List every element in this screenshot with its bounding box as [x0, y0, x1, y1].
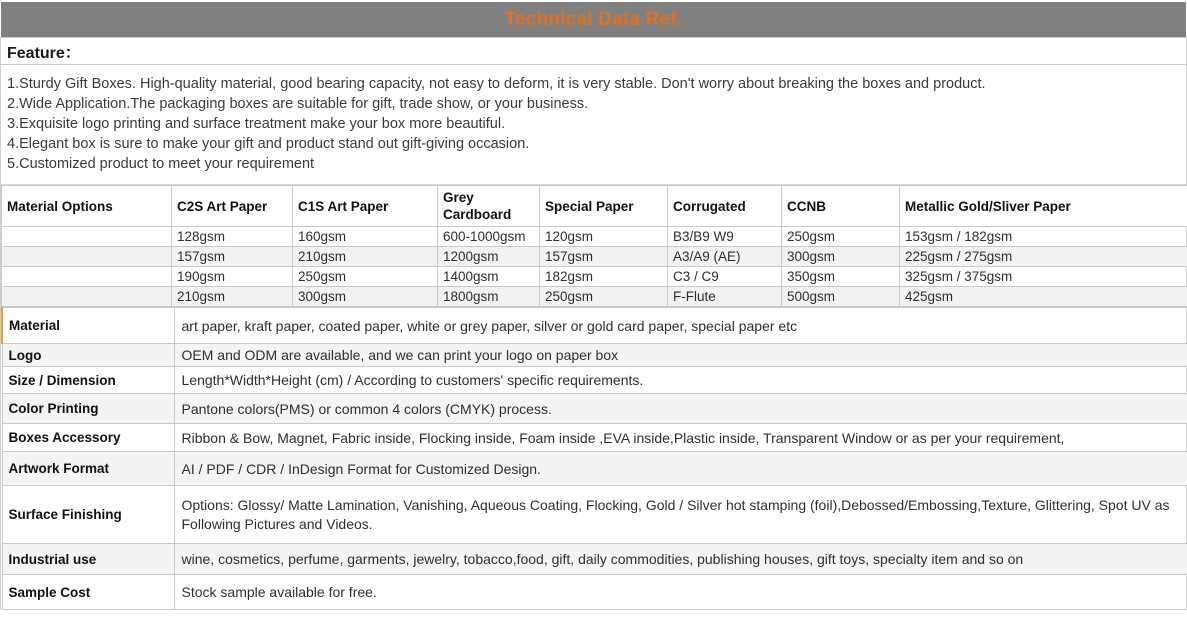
- column-header-c2s-art-paper: C2S Art Paper: [172, 186, 293, 227]
- column-header-special-paper: Special Paper: [540, 186, 668, 227]
- spec-label: Industrial use: [2, 544, 174, 575]
- feature-item: 4.Elegant box is sure to make your gift and product stand out gift-giving occasion.: [7, 136, 530, 152]
- spec-value: wine, cosmetics, perfume, garments, jewelry, tobacco,food, gift, daily commodities, publishing houses, gift toys, specialty item and so on: [174, 544, 1187, 575]
- table-cell: B3/B9 W9: [668, 227, 782, 247]
- feature-item: 2.Wide Application.The packaging boxes are suitable for gift, trade show, or your business.: [7, 96, 589, 112]
- content-area: [0, 37, 1187, 610]
- table-cell: 120gsm: [540, 227, 668, 247]
- spec-label: Material: [2, 308, 174, 344]
- table-cell: 157gsm: [540, 247, 668, 267]
- material-options-table: [1, 185, 1187, 307]
- spec-row-surface-finishing: [2, 486, 1187, 544]
- table-cell: C3 / C9: [668, 267, 782, 287]
- table-row: [2, 227, 1187, 247]
- spec-value: art paper, kraft paper, coated paper, white or grey paper, silver or gold card paper, special paper etc: [174, 308, 1187, 344]
- table-cell: 425gsm: [900, 287, 1187, 307]
- table-cell: 157gsm: [172, 247, 293, 267]
- spec-label: Artwork Format: [2, 452, 174, 486]
- spec-row-boxes-accessory: [2, 424, 1187, 452]
- spec-value: Ribbon & Bow, Magnet, Fabric inside, Flocking inside, Foam inside ,EVA inside,Plastic inside, Transparent Window or as per your requirement,: [174, 424, 1187, 452]
- spec-value: Pantone colors(PMS) or common 4 colors (CMYK) process.: [174, 394, 1187, 424]
- feature-item: 5.Customized product to meet your requirement: [7, 156, 315, 172]
- feature-item: 1.Sturdy Gift Boxes. High-quality material, good bearing capacity, not easy to deform, it is very stable. Don't worry about breaking the boxes and product.: [7, 76, 986, 92]
- spec-value: Options: Glossy/ Matte Lamination, Vanishing, Aqueous Coating, Flocking, Gold / Silver hot stamping (foil),Debossed/Embossing,Texture, Glittering, Spot UV as Following Pictures and Videos.: [174, 486, 1187, 544]
- table-cell: 210gsm: [293, 247, 438, 267]
- table-row: [2, 267, 1187, 287]
- table-cell: 153gsm / 182gsm: [900, 227, 1187, 247]
- column-header-grey-cardboard: Grey Cardboard: [438, 186, 540, 227]
- column-header-corrugated: Corrugated: [668, 186, 782, 227]
- spec-label: Surface Finishing: [2, 486, 174, 544]
- spec-row-size-dimension: [2, 367, 1187, 394]
- table-cell: 210gsm: [172, 287, 293, 307]
- table-cell: 1400gsm: [438, 267, 540, 287]
- feature-heading: Feature：: [1, 37, 1186, 65]
- spec-label: Sample Cost: [2, 575, 174, 610]
- specification-table: [1, 307, 1187, 610]
- spec-label: Boxes Accessory: [2, 424, 174, 452]
- spec-label: Size / Dimension: [2, 367, 174, 394]
- table-cell: 350gsm: [782, 267, 900, 287]
- table-cell: 600-1000gsm: [438, 227, 540, 247]
- spec-label: Color Printing: [2, 394, 174, 424]
- table-cell: F-Flute: [668, 287, 782, 307]
- table-cell: 182gsm: [540, 267, 668, 287]
- spec-row-industrial-use: [2, 544, 1187, 575]
- table-cell: 225gsm / 275gsm: [900, 247, 1187, 267]
- table-row: [2, 247, 1187, 267]
- column-header-metallic-paper: Metallic Gold/Sliver Paper: [900, 186, 1187, 227]
- table-cell: 300gsm: [782, 247, 900, 267]
- feature-list: [1, 65, 1186, 185]
- spec-row-artwork-format: [2, 452, 1187, 486]
- spec-value: AI / PDF / CDR / InDesign Format for Customized Design.: [174, 452, 1187, 486]
- spec-value: Stock sample available for free.: [174, 575, 1187, 610]
- page-title: Technical Data Ref.: [504, 8, 683, 30]
- table-cell: 1200gsm: [438, 247, 540, 267]
- table-cell: 250gsm: [293, 267, 438, 287]
- table-cell: A3/A9 (AE): [668, 247, 782, 267]
- title-bar: [1, 2, 1186, 37]
- table-header-row: [2, 186, 1187, 227]
- table-cell: 325gsm / 375gsm: [900, 267, 1187, 287]
- table-cell: 250gsm: [782, 227, 900, 247]
- table-cell: 190gsm: [172, 267, 293, 287]
- column-header-ccnb: CCNB: [782, 186, 900, 227]
- spec-row-logo: [2, 344, 1187, 367]
- table-cell: 128gsm: [172, 227, 293, 247]
- spec-value: OEM and ODM are available, and we can print your logo on paper box: [174, 344, 1187, 367]
- table-cell: 1800gsm: [438, 287, 540, 307]
- spec-row-sample-cost: [2, 575, 1187, 610]
- table-cell: 500gsm: [782, 287, 900, 307]
- table-cell: 160gsm: [293, 227, 438, 247]
- column-header-c1s-art-paper: C1S Art Paper: [293, 186, 438, 227]
- table-row: [2, 287, 1187, 307]
- table-cell: [2, 267, 172, 287]
- column-header-material-options: Material Options: [2, 186, 172, 227]
- spec-label: Logo: [2, 344, 174, 367]
- spec-row-color-printing: [2, 394, 1187, 424]
- spec-row-material: [2, 308, 1187, 344]
- spec-value: Length*Width*Height (cm) / According to customers' specific requirements.: [174, 367, 1187, 394]
- feature-item: 3.Exquisite logo printing and surface treatment make your box more beautiful.: [7, 116, 506, 132]
- table-cell: [2, 227, 172, 247]
- table-cell: [2, 287, 172, 307]
- table-cell: 250gsm: [540, 287, 668, 307]
- table-cell: 300gsm: [293, 287, 438, 307]
- table-cell: [2, 247, 172, 267]
